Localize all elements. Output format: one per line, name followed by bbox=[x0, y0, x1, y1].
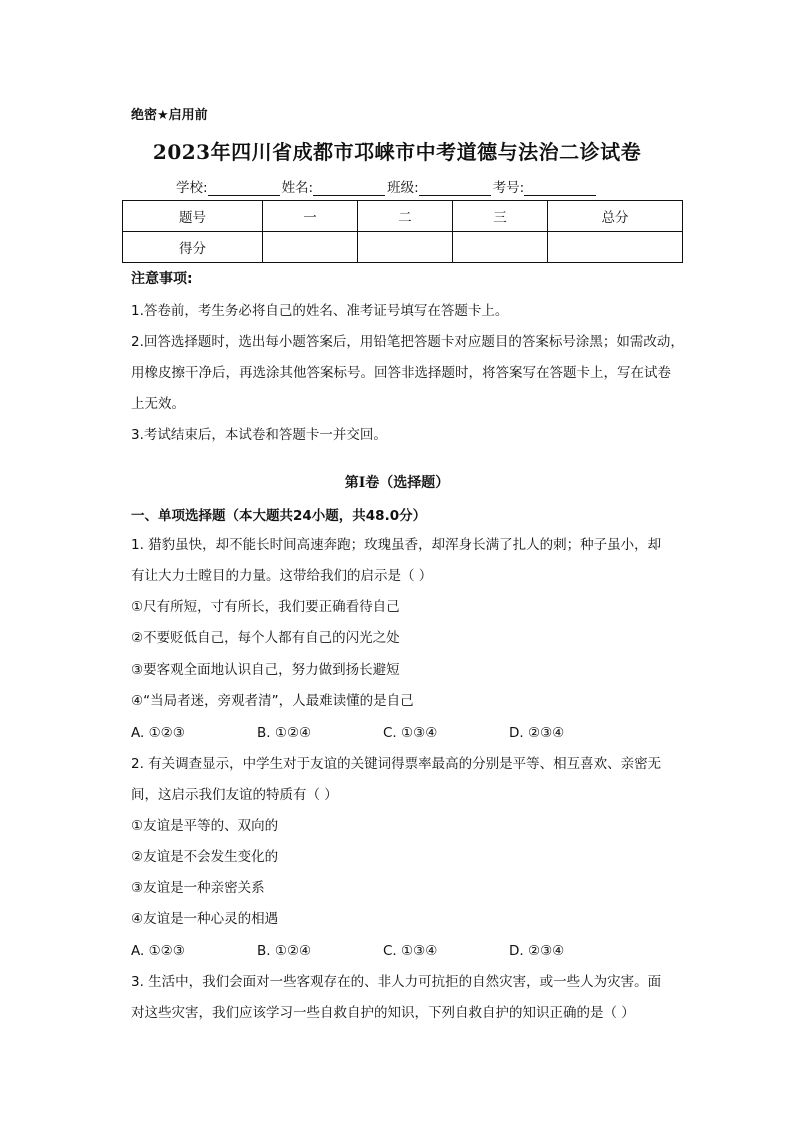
question-2-text: 间，这启示我们友谊的特质有（ ） bbox=[131, 787, 338, 803]
question-3-text: 3. 生活中，我们会面对一些客观存在的、非人力可抗拒的自然灾害，或一些人为灾害。面 bbox=[131, 974, 662, 990]
question-1-text: 有让大力士瞠目的力量。这带给我们的启示是（ ） bbox=[131, 568, 433, 584]
class-blank bbox=[419, 181, 491, 196]
question-2-statement: ④友谊是一种心灵的相遇 bbox=[131, 911, 279, 927]
notice-item: 用橡皮擦干净后，再选涂其他答案标号。回答非选择题时，将答案写在答题卡上，写在试卷 bbox=[131, 365, 671, 381]
question-2-statement: ①友谊是平等的、双向的 bbox=[131, 818, 279, 834]
question-3-text: 对这些灾害，我们应该学习一些自救自护的知识，下列自救自护的知识正确的是（ ） bbox=[131, 1005, 635, 1021]
score-header-cell: 总分 bbox=[548, 201, 683, 232]
score-cell bbox=[358, 232, 453, 263]
section-title: 第I卷（选择题） bbox=[344, 475, 450, 491]
score-cell bbox=[263, 232, 358, 263]
question-1-statement: ②不要贬低自己，每个人都有自己的闪光之处 bbox=[131, 630, 400, 646]
question-2-statement: ③友谊是一种亲密关系 bbox=[131, 880, 265, 896]
option-a: A. ①②③ bbox=[131, 725, 185, 741]
option-d: D. ②③④ bbox=[509, 725, 565, 741]
score-header-cell: 二 bbox=[358, 201, 453, 232]
notice-item: 3.考试结束后，本试卷和答题卡一并交回。 bbox=[131, 427, 387, 443]
school-blank bbox=[208, 181, 280, 196]
number-blank bbox=[524, 181, 596, 196]
number-label: 考号: bbox=[492, 180, 525, 196]
student-info-row bbox=[176, 176, 598, 196]
score-cell bbox=[453, 232, 548, 263]
question-1-statement: ③要客观全面地认识自己，努力做到扬长避短 bbox=[131, 662, 400, 678]
page-title: 2023年四川省成都市邛崃市中考道德与法治二诊试卷 bbox=[152, 140, 642, 164]
notice-item: 1.答卷前，考生务必将自己的姓名、准考证号填写在答题卡上。 bbox=[131, 303, 509, 319]
notice-heading: 注意事项: bbox=[131, 271, 193, 287]
question-2-options bbox=[131, 943, 635, 959]
option-c: C. ①③④ bbox=[383, 725, 438, 741]
school-label: 学校: bbox=[176, 180, 208, 196]
question-2-statement: ②友谊是不会发生变化的 bbox=[131, 849, 279, 865]
score-cell bbox=[548, 232, 683, 263]
score-header-cell: 三 bbox=[453, 201, 548, 232]
score-row-label: 得分 bbox=[123, 232, 263, 263]
name-label: 姓名: bbox=[281, 180, 314, 196]
score-header-cell: 题号 bbox=[123, 201, 263, 232]
question-1-text: 1. 猎豹虽快，却不能长时间高速奔跑；玫瑰虽香，却浑身长满了扎人的刺；种子虽小，却 bbox=[131, 537, 662, 553]
score-table-row bbox=[123, 232, 683, 263]
secret-label: 绝密★启用前 bbox=[131, 108, 208, 123]
option-c: C. ①③④ bbox=[383, 943, 438, 959]
score-table bbox=[122, 200, 683, 263]
score-table-header-row bbox=[123, 201, 683, 232]
part-heading: 一、单项选择题（本大题共24小题，共48.0分） bbox=[131, 508, 427, 524]
score-header-cell: 一 bbox=[263, 201, 358, 232]
option-b: B. ①②④ bbox=[257, 943, 312, 959]
option-b: B. ①②④ bbox=[257, 725, 312, 741]
option-d: D. ②③④ bbox=[509, 943, 565, 959]
question-1-statement: ④“当局者迷，旁观者清”，人最难读懂的是自己 bbox=[131, 693, 414, 709]
notice-item: 2.回答选择题时，选出每小题答案后，用铅笔把答题卡对应题目的答案标号涂黑；如需改动， bbox=[131, 334, 684, 350]
name-blank bbox=[313, 181, 385, 196]
option-a: A. ①②③ bbox=[131, 943, 185, 959]
notice-item: 上无效。 bbox=[131, 396, 185, 412]
question-1-options bbox=[131, 725, 635, 741]
question-2-text: 2. 有关调查显示，中学生对于友谊的关键词得票率最高的分别是平等、相互喜欢、亲密无 bbox=[131, 756, 662, 772]
class-label: 班级: bbox=[387, 180, 419, 196]
question-1-statement: ①尺有所短，寸有所长，我们要正确看待自己 bbox=[131, 599, 400, 615]
